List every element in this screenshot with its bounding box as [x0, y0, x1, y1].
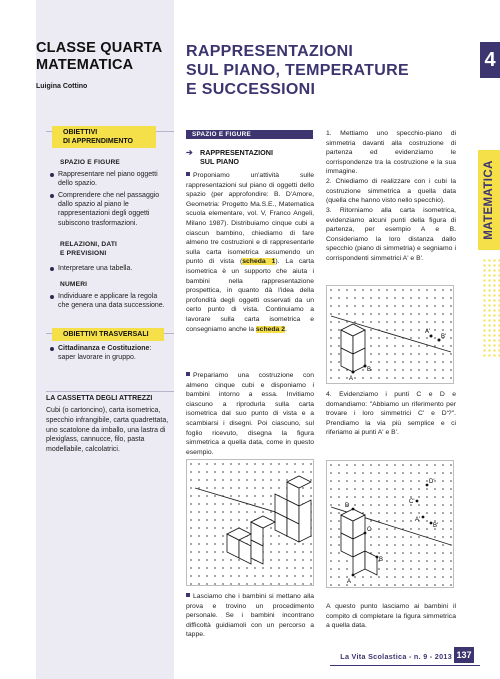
- section-relazioni-line2: E PREVISIONI: [60, 250, 107, 257]
- paragraph-text: .: [285, 325, 287, 333]
- title-line3: E SUCCESSIONI: [186, 81, 316, 98]
- scheda-2-highlight: scheda 2: [255, 325, 285, 333]
- point-label: B: [367, 367, 372, 373]
- scheda-1-highlight: scheda 1: [242, 258, 276, 266]
- chapter-number: 4: [480, 42, 500, 78]
- point-label: B: [379, 557, 384, 563]
- point-label: A': [415, 517, 421, 523]
- arrow-right-icon: ➔: [186, 148, 193, 157]
- section-relazioni-line1: RELAZIONI, DATI: [60, 241, 118, 248]
- paragraph-text: Prepariamo una costruzione con almeno cinque cubi e disponiamo i bambini intorno a essa. Invitiamo ciascuno a riprodurla sulla carta isometrica dal suo punto di vista e a scambiarsi i disegni. Poi ciascuno, sul foglio ricevuto, disegna la figura simmetrica a quella data, come in questo esempio.: [186, 372, 314, 456]
- list-item: Comprendere che nel passaggio dallo spazio al piano le rappresentazioni degli oggetti subiscono trasformazioni.: [50, 191, 170, 228]
- cassetta-title: LA CASSETTA DEGLI ATTREZZI: [46, 395, 153, 402]
- section-numeri: NUMERI: [60, 281, 88, 288]
- side-tab-label: MATEMATICA: [483, 160, 495, 240]
- title-line2: SUL PIANO, TEMPERATURE: [186, 62, 409, 79]
- side-tab: [478, 150, 500, 250]
- point-label: A: [347, 579, 352, 585]
- list-item: [50, 344, 170, 362]
- decorative-dots: [482, 258, 500, 358]
- list-item: Individuare e applicare la regola che genera una data successione.: [50, 292, 170, 310]
- cube-drawing: [187, 460, 315, 587]
- subsection-line2: SUL PIANO: [200, 157, 240, 166]
- square-bullet-icon: [186, 593, 190, 597]
- isometric-figure-right-bottom: [326, 460, 454, 588]
- point-label: B': [441, 334, 447, 340]
- paragraph: 4. Evidenziamo i punti C e D e domandiamo: "Abbiamo un riferimento per trovare i loro simmetrici C' e D'?". Prendiamo la via più semplice e ci riferiamo ai punti A' e B'.: [326, 391, 456, 437]
- list-item: Rappresentare nel piano oggetti dello spazio.: [50, 170, 170, 188]
- class-header: [36, 40, 174, 90]
- paragraph-text: Proponiamo un'attività sulle rappresentazioni sul piano di oggetti dello spazio (per approfondire: B. D'Amore, Geometria: Progetto Ma.S.E., Matematica scuola elementare, vol. V, Franco Angeli, Milano 1987).: [186, 172, 314, 227]
- isometric-figure-left: [186, 459, 314, 586]
- trasversali-badge: OBIETTIVI TRASVERSALI: [52, 328, 164, 341]
- subject-label: MATEMATICA: [36, 57, 134, 73]
- section-spazio-figure: SPAZIO E FIGURE: [60, 159, 121, 166]
- paragraph-text: Distribuiamo cinque cubi a ciascun bambino, chiediamo di fare almeno tre costruzioni e di rappresentarle sulla carta isometrica assumendo un punto di vista (: [186, 219, 315, 266]
- subsection-heading: [200, 148, 273, 166]
- page-title: [186, 42, 456, 99]
- paragraph-text: Lasciamo che i bambini si mettano alla prova e trovino un procedimento personale. Se i bambini incontrano difficoltà guidiamoli con un percorso a tappe.: [186, 593, 314, 639]
- obiettivi-line2: DI APPRENDIMENTO: [63, 138, 134, 145]
- section-relazioni: [60, 240, 117, 258]
- paragraph: 3. Ritorniamo alla carta isometrica, evidenziamo alcuni punti della figura di partenza, per esempio A e B. Consideriamo la loro distanza dallo specchio (piano di simmetria) e segniamo i corrispondenti simmetrici A' e B'.: [326, 207, 456, 262]
- square-bullet-icon: [186, 372, 190, 376]
- cassetta-text: Cubi (o cartoncino), carta isometrica, specchio infrangibile, carta quadrettata, uno scatolone da imballo, una lastra di plexiglass, cannucce, filo, pasta modellabile, calcolatrici.: [46, 407, 169, 454]
- divider: [46, 391, 174, 392]
- point-label: C: [367, 527, 372, 533]
- class-label: CLASSE QUARTA: [36, 40, 163, 56]
- point-label: B': [433, 523, 439, 529]
- paragraph: A questo punto lasciamo ai bambini il compito di completare la figura simmetrica a quella data.: [326, 603, 456, 630]
- journal-footer: La Vita Scolastica - n. 9 - 2013: [340, 652, 452, 661]
- paragraph: [186, 171, 314, 334]
- obiettivi-badge: [52, 126, 156, 148]
- obiettivi-line1: OBIETTIVI: [63, 129, 98, 136]
- paragraph: 1. Mettiamo uno specchio-piano di simmetria davanti alla costruzione di partenza ed evidenziamo le corrispondenze tra la costruzione e la sua immagine.: [326, 130, 456, 176]
- trasversali-text: : saper lavorare in gruppo.: [58, 345, 152, 362]
- mirror-drawing: [327, 286, 455, 385]
- point-label: D': [429, 479, 435, 485]
- page-number: 137: [454, 647, 474, 663]
- title-line1: RAPPRESENTAZIONI: [186, 43, 354, 60]
- point-label: C': [409, 499, 415, 505]
- point-label: A: [349, 376, 354, 382]
- list-item: Interpretare una tabella.: [50, 264, 170, 273]
- subsection-line1: RAPPRESENTAZIONI: [200, 148, 273, 157]
- mirror-drawing: [327, 461, 455, 589]
- paragraph: 2. Chiediamo di realizzare con i cubi la costruzione simmetrica a quella data (quella che hanno visto nello specchio).: [326, 178, 456, 205]
- footer-rule: [330, 665, 480, 666]
- paragraph-text: ). La carta isometrica è un supporto che aiuta i bambini nella rappresentazione prospettica, in quanto dà l'idea della profondità degli oggetti osservati da un certo punto di vista. Continuiamo a lavorare sulla carta isometrica e consegniamo anche la: [186, 258, 314, 333]
- trasversali-bold: Cittadinanza e Costituzione: [58, 345, 150, 352]
- isometric-figure-right-top: [326, 285, 454, 384]
- paragraph: [186, 592, 314, 640]
- point-label: A': [425, 329, 431, 335]
- author-name: Luigina Cottino: [36, 83, 88, 90]
- point-label: D: [345, 503, 350, 509]
- paragraph: [186, 371, 314, 457]
- section-bar: SPAZIO E FIGURE: [186, 130, 313, 139]
- square-bullet-icon: [186, 172, 190, 176]
